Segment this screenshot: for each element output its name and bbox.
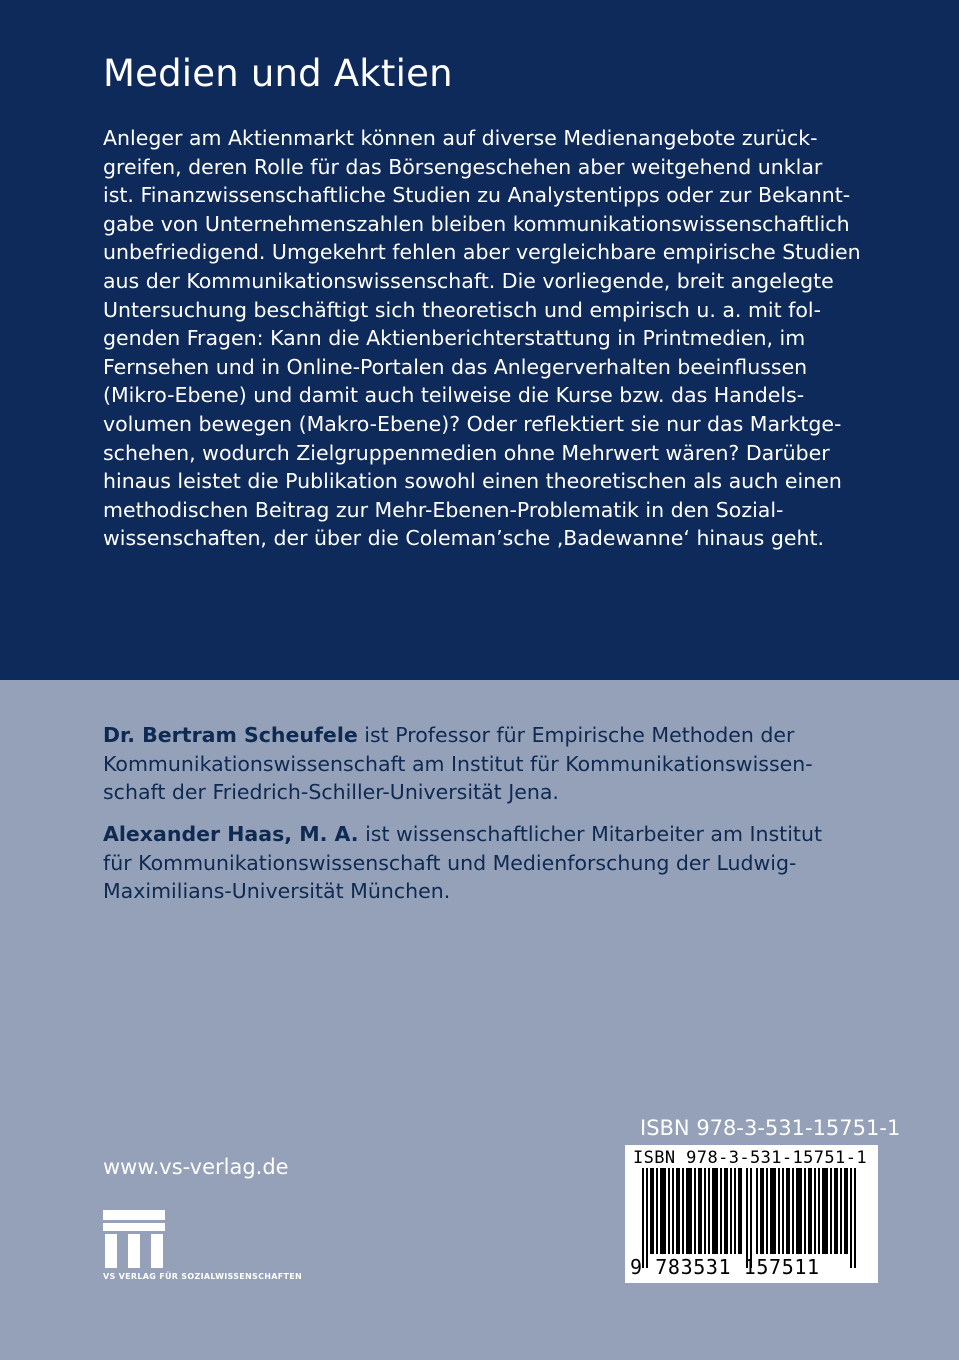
description-line: Fernsehen und in Online-Portalen das Anlegerverhalten beeinflussen — [103, 354, 808, 379]
bio-text: ist wissenschaftlicher Mitarbeiter am Institut — [358, 822, 822, 846]
author-bio-haas — [103, 820, 863, 906]
book-description — [103, 124, 863, 553]
author-name: Dr. Bertram Scheufele — [103, 723, 358, 747]
description-line: volumen bewegen (Makro-Ebene)? Oder reflektiert sie nur das Marktge- — [103, 411, 842, 436]
description-line: schehen, wodurch Zielgruppenmedien ohne Mehrwert wären? Darüber — [103, 440, 830, 465]
barcode-number: 9 783531 157511 — [630, 1255, 820, 1279]
description-line: aus der Kommunikationswissenschaft. Die vorliegende, breit angelegte — [103, 268, 834, 293]
description-line: hinaus leistet die Publikation sowohl einen theoretischen als auch einen — [103, 469, 842, 494]
bio-line: Kommunikationswissenschaft am Institut für Kommunikationswissen- — [103, 751, 813, 776]
description-line: unbefriedigend. Umgekehrt fehlen aber vergleichbare empirische Studien — [103, 240, 861, 265]
bio-text: ist Professor für Empirische Methoden der — [357, 723, 795, 747]
barcode-bars-icon — [640, 1168, 870, 1268]
bio-line: schaft der Friedrich-Schiller-Universität Jena. — [103, 780, 559, 805]
description-line: wissenschaften, der über die Coleman’sche ‚Badewanne‘ hinaus geht. — [103, 526, 825, 551]
barcode-isbn-text: ISBN 978-3-531-15751-1 — [633, 1148, 867, 1168]
book-title: Medien und Aktien — [103, 52, 453, 95]
publisher-website-link[interactable]: www.vs-verlag.de — [103, 1155, 289, 1179]
vs-verlag-logo-icon — [103, 1210, 165, 1268]
description-line: methodischen Beitrag zur Mehr-Ebenen-Problematik in den Sozial- — [103, 497, 784, 522]
description-line: genden Fragen: Kann die Aktienberichterstattung in Printmedien, im — [103, 326, 806, 351]
description-line: Anleger am Aktienmarkt können auf diverse Medienangebote zurück- — [103, 126, 818, 150]
description-line: Untersuchung beschäftigt sich theoretisch und empirisch u. a. mit fol- — [103, 297, 822, 322]
author-name: Alexander Haas, M. A. — [103, 822, 359, 846]
bio-line: Maximilians-Universität München. — [103, 879, 451, 904]
description-line: ist. Finanzwissenschaftliche Studien zu Analystentipps oder zur Bekannt- — [103, 183, 851, 208]
publisher-logo-text: VS VERLAG FÜR SOZIALWISSENSCHAFTEN — [103, 1272, 303, 1281]
isbn-label: ISBN 978-3-531-15751-1 — [640, 1116, 901, 1140]
bio-line: für Kommunikationswissenschaft und Medienforschung der Ludwig- — [103, 850, 797, 875]
bio-first-line — [103, 721, 863, 750]
description-line: greifen, deren Rolle für das Börsengeschehen aber weitgehend unklar — [103, 154, 823, 179]
description-line: (Mikro-Ebene) und damit auch teilweise die Kurse bzw. das Handels- — [103, 383, 805, 408]
bio-first-line — [103, 820, 863, 849]
author-bio-scheufele — [103, 721, 863, 807]
description-line: gabe von Unternehmenszahlen bleiben kommunikationswissenschaftlich — [103, 211, 850, 236]
